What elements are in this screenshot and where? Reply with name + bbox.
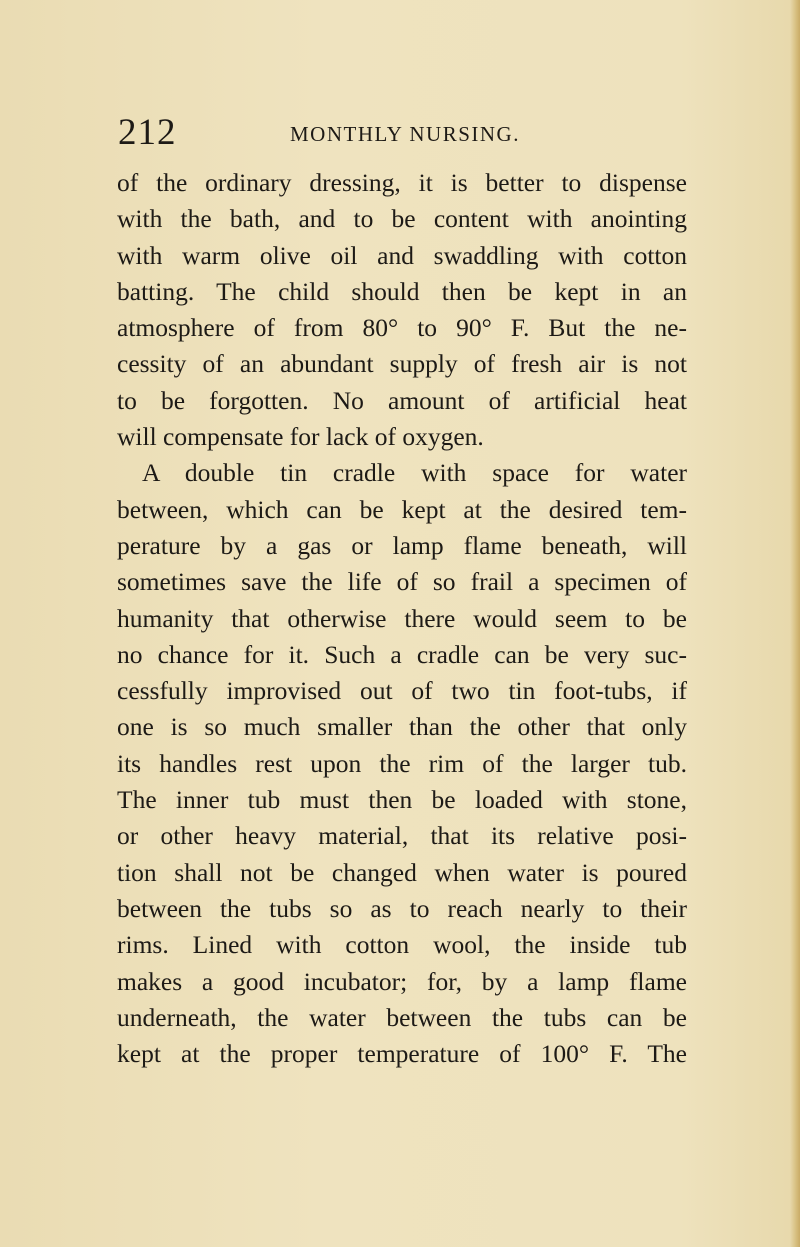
text-line: tion shall not be changed when water is poured — [117, 857, 687, 887]
text-line: makes a good incubator; for, by a lamp flame — [117, 966, 687, 996]
page-edge — [790, 0, 800, 1247]
text-line: with the bath, and to be content with anointing — [117, 204, 687, 234]
text-line: will compensate for lack of oxygen. — [117, 422, 484, 452]
text-line: its handles rest upon the rim of the larger tub. — [117, 748, 687, 778]
text-line: perature by a gas or lamp flame beneath, will — [117, 530, 687, 560]
text-line: of the ordinary dressing, it is better to dispense — [117, 168, 687, 197]
text-line: underneath, the water between the tubs can be — [117, 1002, 687, 1032]
text-line: one is so much smaller than the other that only — [117, 712, 687, 742]
text-line: rims. Lined with cotton wool, the inside tub — [117, 930, 687, 960]
text-line: sometimes save the life of so frail a specimen of — [117, 567, 687, 597]
page-number: 212 — [118, 112, 177, 153]
text-line: cessity of an abundant supply of fresh air is not — [117, 349, 687, 379]
text-line: A double tin cradle with space for water — [142, 458, 687, 488]
text-line: with warm olive oil and swaddling with cotton — [117, 240, 687, 270]
running-head: MONTHLY NURSING. — [290, 122, 520, 146]
text-line: cessfully improvised out of two tin foot-tubs, if — [117, 676, 687, 706]
text-line: no chance for it. Such a cradle can be very suc- — [117, 639, 687, 669]
text-line: batting. The child should then be kept in an — [117, 276, 687, 306]
text-line: between the tubs so as to reach nearly to their — [117, 893, 687, 923]
text-line: The inner tub must then be loaded with stone, — [117, 785, 687, 815]
text-line: kept at the proper temperature of 100° F. The — [117, 1039, 687, 1069]
body-text — [117, 165, 687, 1072]
page-header — [118, 113, 718, 153]
text-line: humanity that otherwise there would seem to be — [117, 603, 687, 633]
text-line: to be forgotten. No amount of artificial heat — [117, 385, 687, 415]
text-line: atmosphere of from 80° to 90° F. But the ne- — [117, 313, 687, 343]
text-line: between, which can be kept at the desired tem- — [117, 494, 687, 524]
text-line: or other heavy material, that its relative posi- — [117, 821, 687, 851]
